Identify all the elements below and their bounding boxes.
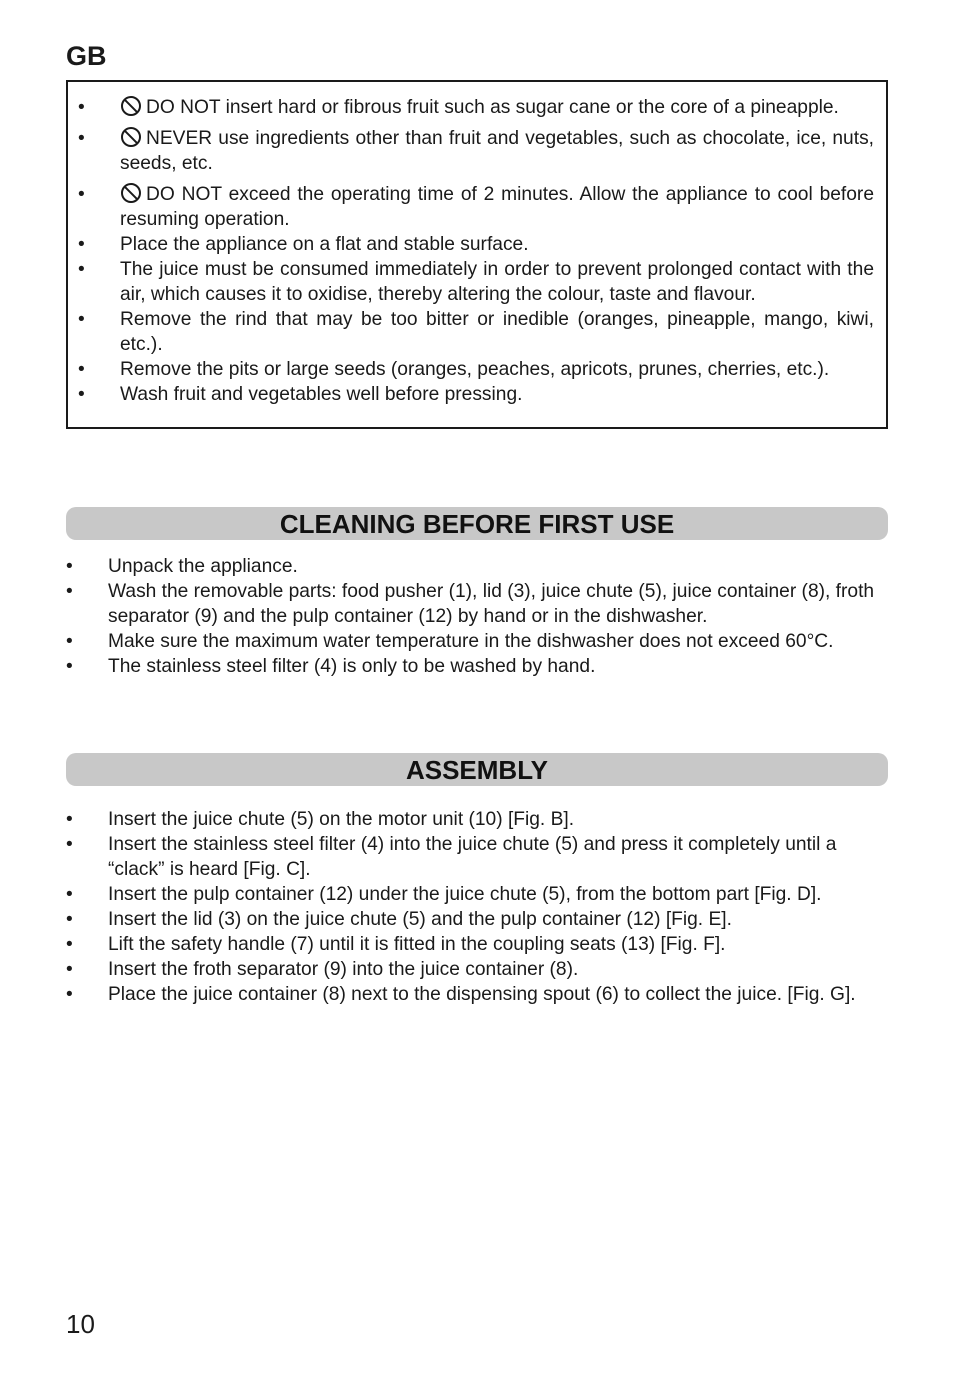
warning-item [68,182,886,232]
bullet: • [78,234,85,255]
list-item [66,882,888,907]
warning-item [68,307,886,357]
bullet: • [78,359,85,380]
list-item-text: Make sure the maximum water temperature in the dishwasher does not exceed 60°C. [108,631,834,652]
list-item [66,957,888,982]
warning-text: Remove the pits or large seeds (oranges, peaches, apricots, prunes, cherries, etc.). [120,359,830,380]
bullet: • [66,556,73,577]
list-item [66,982,888,1007]
list-item [66,654,888,679]
list-item [66,579,888,629]
bullet: • [78,309,85,330]
list-item-text: Insert the juice chute (5) on the motor unit (10) [Fig. B]. [108,809,575,830]
list-item-text: Insert the froth separator (9) into the juice container (8). [108,959,579,980]
bullet: • [78,97,85,118]
warning-item [68,232,886,257]
warning-text: NEVER use ingredients other than fruit and vegetables, such as chocolate, ice, nuts, seeds, etc. [120,128,874,174]
bullet: • [78,128,85,149]
warning-text: Remove the rind that may be too bitter or inedible (oranges, pineapple, mango, kiwi, etc.). [120,309,874,355]
list-item [66,932,888,957]
prohibition-icon [120,182,142,204]
list-item-text: Wash the removable parts: food pusher (1), lid (3), juice chute (5), juice container (8), froth separator (9) and the pulp container (12) by hand or in the dishwasher. [108,581,875,627]
assembly-list [66,807,888,1007]
warning-text: DO NOT exceed the operating time of 2 minutes. Allow the appliance to cool before resuming operation. [120,184,874,230]
bullet: • [78,259,85,280]
warning-item [68,382,886,407]
warning-item [68,95,886,120]
warning-text: Wash fruit and vegetables well before pressing. [120,384,523,405]
cleaning-section-title: CLEANING BEFORE FIRST USE [66,507,888,540]
bullet: • [66,984,73,1005]
page-number: 10 [66,1309,95,1339]
warning-item [68,257,886,307]
assembly-section-title: ASSEMBLY [66,753,888,786]
list-item [66,629,888,654]
list-item [66,807,888,832]
bullet: • [66,656,73,677]
list-item [66,907,888,932]
prohibition-icon [120,126,142,148]
warnings-box [66,80,888,429]
cleaning-list [66,554,888,679]
warning-text: Place the appliance on a flat and stable surface. [120,234,529,255]
language-code: GB [66,41,107,71]
prohibition-icon [120,95,142,117]
bullet: • [66,959,73,980]
list-item-text: Insert the stainless steel filter (4) into the juice chute (5) and press it completely until a “clack” is heard [Fig. C]. [108,834,837,880]
warning-item [68,357,886,382]
list-item-text: Unpack the appliance. [108,556,298,577]
list-item-text: Insert the pulp container (12) under the juice chute (5), from the bottom part [Fig. D]. [108,884,822,905]
bullet: • [66,909,73,930]
bullet: • [66,884,73,905]
bullet: • [66,834,73,855]
warning-text: DO NOT insert hard or fibrous fruit such as sugar cane or the core of a pineapple. [146,97,839,118]
warning-item [68,126,886,176]
bullet: • [78,384,85,405]
list-item-text: Insert the lid (3) on the juice chute (5) and the pulp container (12) [Fig. E]. [108,909,732,930]
warnings-list [68,95,886,407]
list-item-text: Place the juice container (8) next to the dispensing spout (6) to collect the juice. [Fig. G]. [108,984,856,1005]
bullet: • [66,934,73,955]
bullet: • [66,631,73,652]
bullet: • [78,184,85,205]
list-item-text: The stainless steel filter (4) is only to be washed by hand. [108,656,596,677]
bullet: • [66,809,73,830]
bullet: • [66,581,73,602]
list-item-text: Lift the safety handle (7) until it is fitted in the coupling seats (13) [Fig. F]. [108,934,726,955]
warning-text: The juice must be consumed immediately in order to prevent prolonged contact with the air, which causes it to oxidise, thereby altering the colour, taste and flavour. [120,259,874,305]
list-item [66,832,888,882]
list-item [66,554,888,579]
